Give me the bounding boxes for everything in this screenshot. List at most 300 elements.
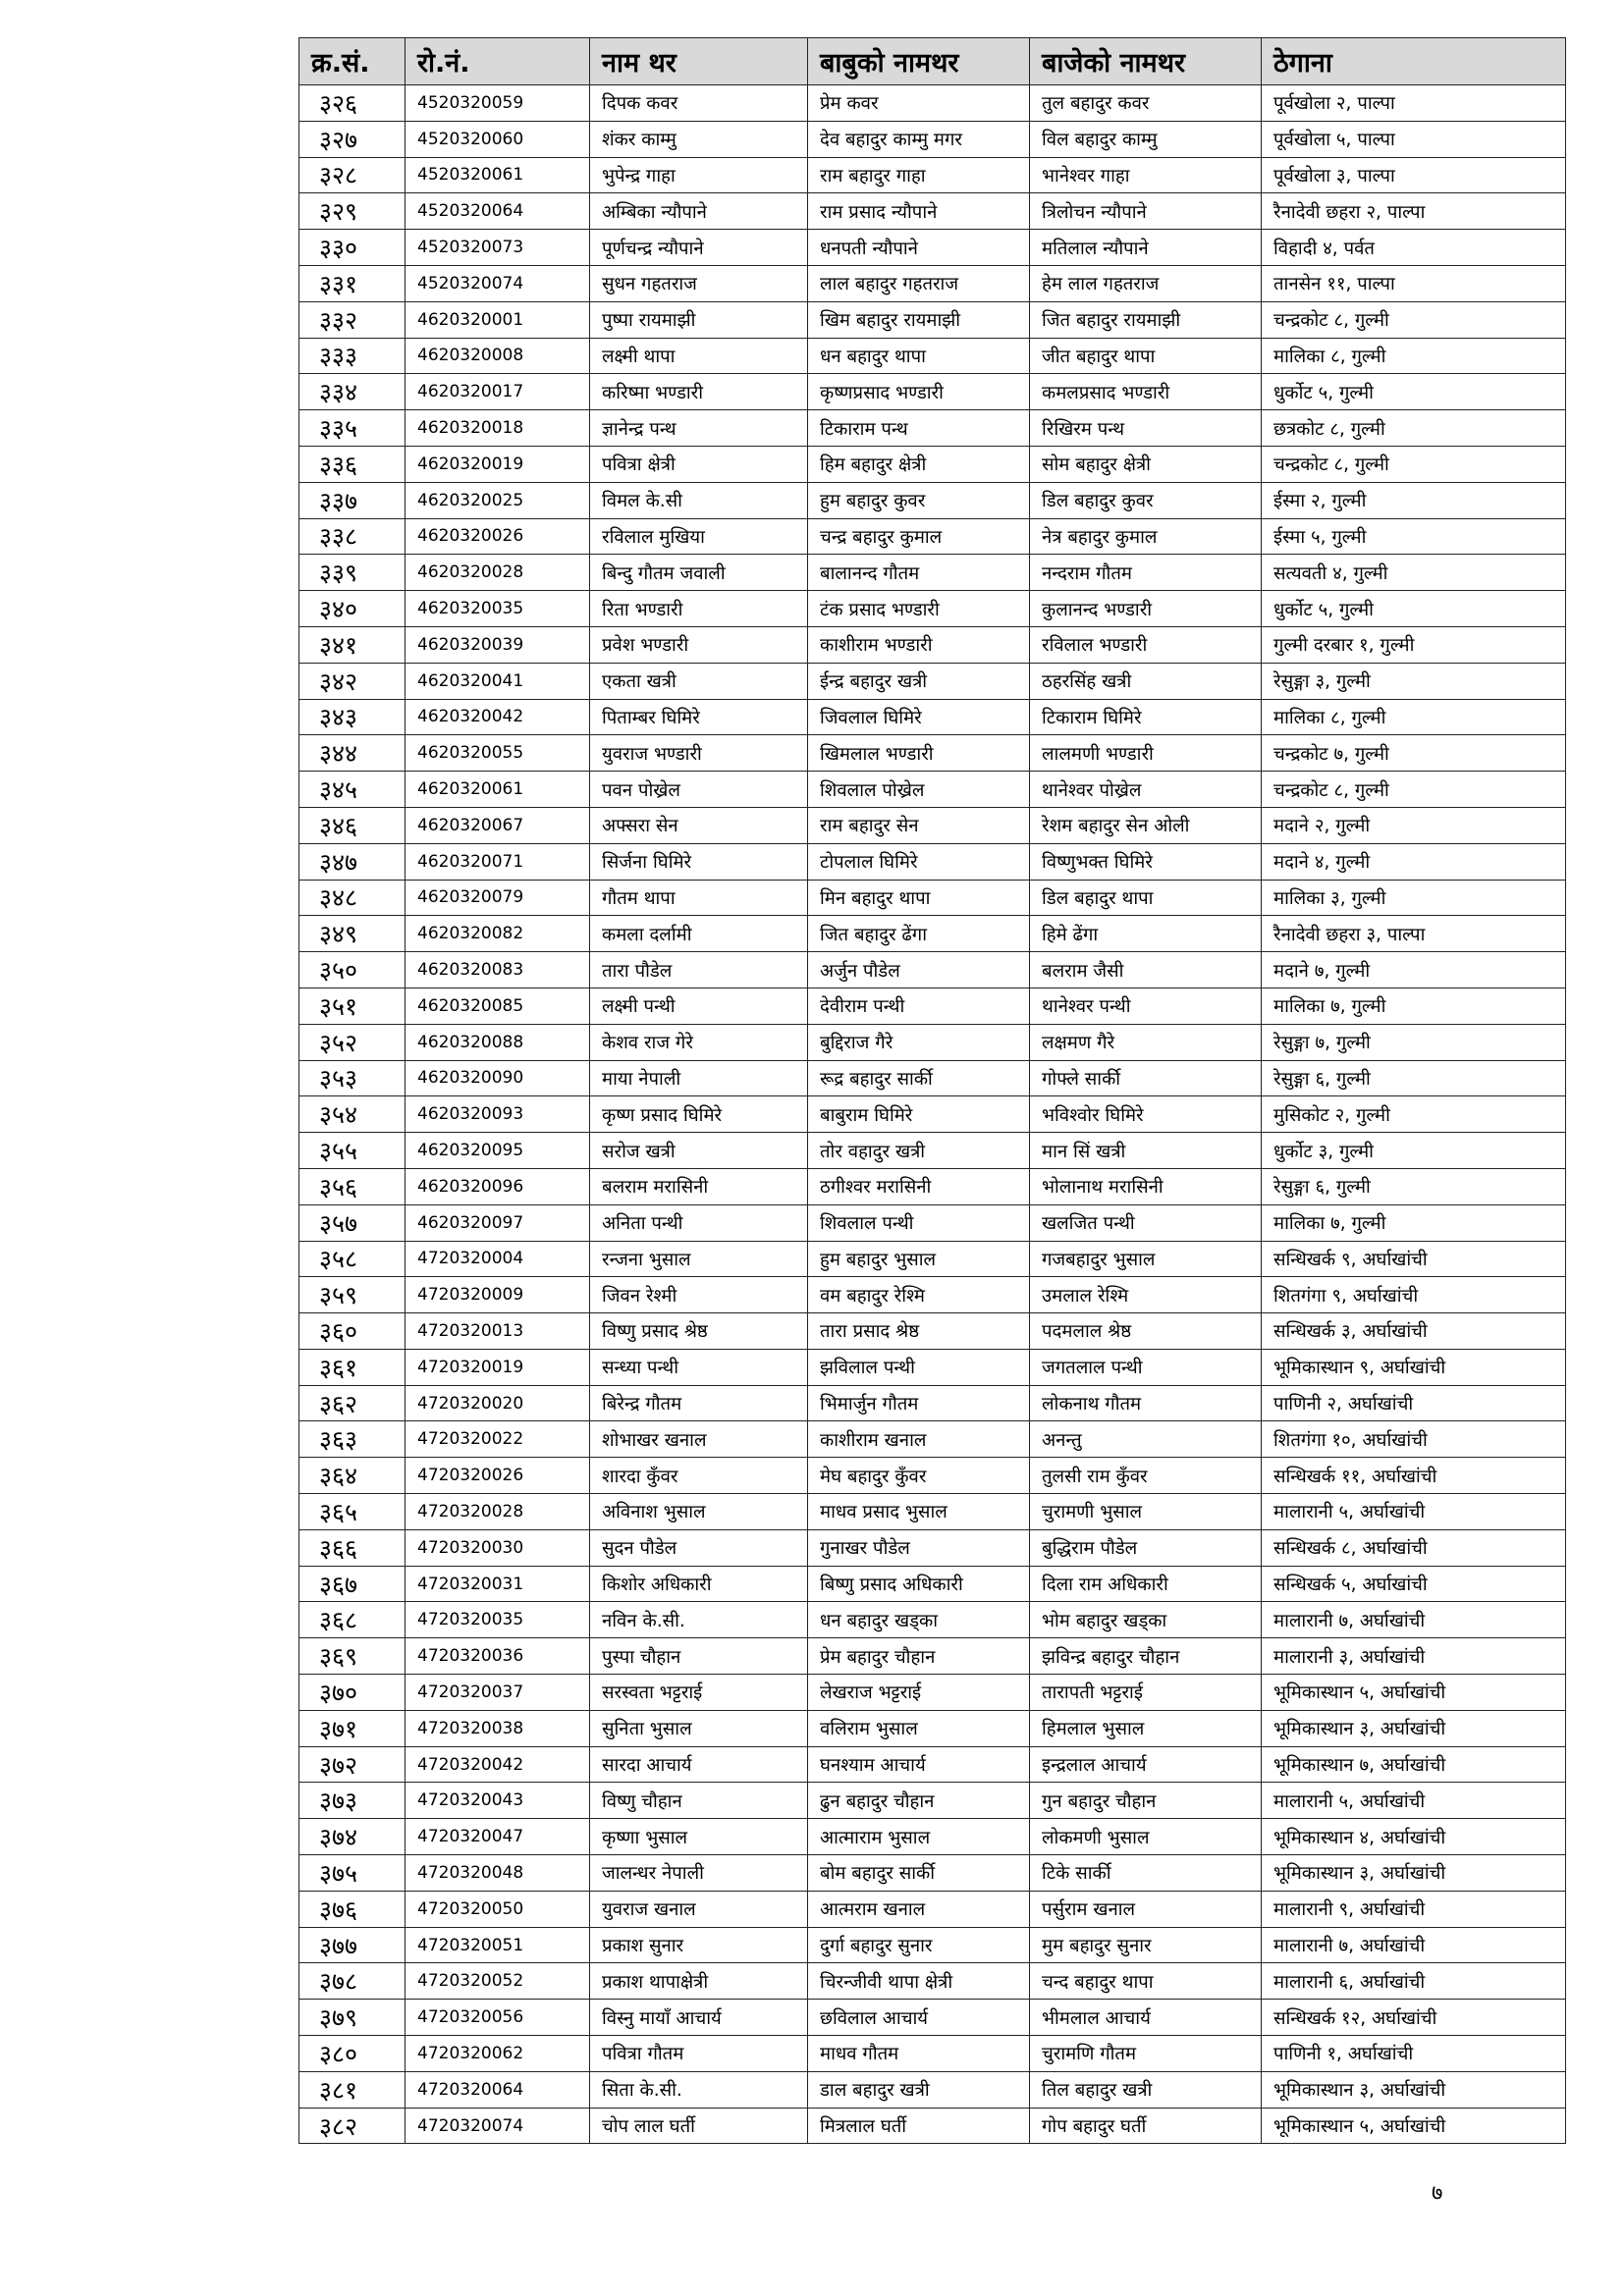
father-name-cell: डाल बहादुर खत्री <box>808 2071 1030 2108</box>
father-name-cell: रूद्र बहादुर सार्की <box>808 1060 1030 1096</box>
roll-number-cell: 4620320096 <box>406 1168 590 1204</box>
table-body <box>299 85 1566 2144</box>
grandfather-name-cell: विष्णुभक्त घिमिरे <box>1030 843 1262 880</box>
address-cell: मालारानी ६, अर्घाखांची <box>1262 1963 1566 2000</box>
grandfather-name-cell: गुन बहादुर चौहान <box>1030 1783 1262 1819</box>
roll-number-cell: 4720320037 <box>406 1675 590 1711</box>
father-name-cell: बिष्णु प्रसाद अधिकारी <box>808 1566 1030 1602</box>
father-name-cell: माधव प्रसाद भुसाल <box>808 1494 1030 1530</box>
grandfather-name-cell: चुरामणि गौतम <box>1030 2036 1262 2072</box>
results-table <box>298 37 1566 2144</box>
table-row <box>299 1494 1566 1530</box>
name-cell: प्रवेश भण्डारी <box>590 626 808 663</box>
address-cell: मालारानी ५, अर्घाखांची <box>1262 1494 1566 1530</box>
father-name-cell: लाल बहादुर गहतराज <box>808 265 1030 301</box>
address-cell: पूर्वखोला २, पाल्पा <box>1262 85 1566 122</box>
table-row <box>299 1710 1566 1746</box>
name-cell: करिष्मा भण्डारी <box>590 374 808 410</box>
results-table-container <box>298 37 1565 2144</box>
serial-number-cell: ३६९ <box>299 1638 406 1675</box>
roll-number-cell: 4620320090 <box>406 1060 590 1096</box>
address-cell: छत्रकोट ८, गुल्मी <box>1262 410 1566 447</box>
roll-number-cell: 4620320018 <box>406 410 590 447</box>
roll-number-cell: 4720320022 <box>406 1421 590 1458</box>
name-cell: कृष्णा भुसाल <box>590 1819 808 1855</box>
roll-number-cell: 4720320013 <box>406 1313 590 1350</box>
father-name-cell: तारा प्रसाद श्रेष्ठ <box>808 1313 1030 1350</box>
table-row <box>299 735 1566 772</box>
grandfather-name-cell: गोफ्ले सार्की <box>1030 1060 1262 1096</box>
name-cell: भुपेन्द्र गाहा <box>590 157 808 193</box>
serial-number-cell: ३४० <box>299 591 406 627</box>
grandfather-name-cell: रिखिरम पन्थ <box>1030 410 1262 447</box>
roll-number-cell: 4620320019 <box>406 446 590 482</box>
header-grandfather-name: बाजेको नामथर <box>1030 38 1262 85</box>
name-cell: जालन्धर नेपाली <box>590 1855 808 1892</box>
serial-number-cell: ३४५ <box>299 772 406 808</box>
grandfather-name-cell: कमलप्रसाद भण्डारी <box>1030 374 1262 410</box>
address-cell: धुर्कोट ३, गुल्मी <box>1262 1133 1566 1169</box>
roll-number-cell: 4720320026 <box>406 1458 590 1494</box>
father-name-cell: वम बहादुर रेश्मि <box>808 1277 1030 1313</box>
serial-number-cell: ३३८ <box>299 518 406 555</box>
serial-number-cell: ३६३ <box>299 1421 406 1458</box>
table-row <box>299 1349 1566 1385</box>
name-cell: विष्णु चौहान <box>590 1783 808 1819</box>
serial-number-cell: ३६४ <box>299 1458 406 1494</box>
grandfather-name-cell: अनन्तु <box>1030 1421 1262 1458</box>
roll-number-cell: 4620320039 <box>406 626 590 663</box>
table-row <box>299 555 1566 591</box>
name-cell: बलराम मरासिनी <box>590 1168 808 1204</box>
father-name-cell: प्रेम कवर <box>808 85 1030 122</box>
father-name-cell: बालानन्द गौतम <box>808 555 1030 591</box>
table-row <box>299 1927 1566 1963</box>
grandfather-name-cell: इन्द्रलाल आचार्य <box>1030 1746 1262 1783</box>
name-cell: सिता के.सी. <box>590 2071 808 2108</box>
roll-number-cell: 4620320088 <box>406 1024 590 1060</box>
grandfather-name-cell: लोकनाथ गौतम <box>1030 1385 1262 1421</box>
address-cell: रेसुङ्गा ६, गुल्मी <box>1262 1168 1566 1204</box>
grandfather-name-cell: पर्सुराम खनाल <box>1030 1891 1262 1927</box>
grandfather-name-cell: उमलाल रेश्मि <box>1030 1277 1262 1313</box>
serial-number-cell: ३३४ <box>299 374 406 410</box>
serial-number-cell: ३७४ <box>299 1819 406 1855</box>
address-cell: चन्द्रकोट ७, गुल्मी <box>1262 735 1566 772</box>
roll-number-cell: 4620320041 <box>406 663 590 699</box>
address-cell: मालारानी ९, अर्घाखांची <box>1262 1891 1566 1927</box>
name-cell: शारदा कुँवर <box>590 1458 808 1494</box>
roll-number-cell: 4620320008 <box>406 338 590 374</box>
name-cell: पवित्रा क्षेत्री <box>590 446 808 482</box>
serial-number-cell: ३३० <box>299 230 406 266</box>
roll-number-cell: 4620320026 <box>406 518 590 555</box>
father-name-cell: धन बहादुर थापा <box>808 338 1030 374</box>
table-row <box>299 880 1566 916</box>
father-name-cell: टंक प्रसाद भण्डारी <box>808 591 1030 627</box>
address-cell: रैनादेवी छहरा २, पाल्पा <box>1262 193 1566 230</box>
serial-number-cell: ३४४ <box>299 735 406 772</box>
roll-number-cell: 4720320020 <box>406 1385 590 1421</box>
father-name-cell: हुम बहादुर भुसाल <box>808 1241 1030 1277</box>
father-name-cell: हिम बहादुर क्षेत्री <box>808 446 1030 482</box>
address-cell: रेसुङ्गा ७, गुल्मी <box>1262 1024 1566 1060</box>
grandfather-name-cell: भानेश्वर गाहा <box>1030 157 1262 193</box>
serial-number-cell: ३३१ <box>299 265 406 301</box>
roll-number-cell: 4620320071 <box>406 843 590 880</box>
father-name-cell: राम बहादुर सेन <box>808 807 1030 843</box>
address-cell: रेसुङ्गा ६, गुल्मी <box>1262 1060 1566 1096</box>
serial-number-cell: ३७३ <box>299 1783 406 1819</box>
grandfather-name-cell: मतिलाल न्यौपाने <box>1030 230 1262 266</box>
father-name-cell: झविलाल पन्थी <box>808 1349 1030 1385</box>
table-row <box>299 301 1566 338</box>
father-name-cell: धनपती न्यौपाने <box>808 230 1030 266</box>
name-cell: चोप लाल घर्ती <box>590 2108 808 2144</box>
name-cell: कमला दर्लामी <box>590 916 808 952</box>
roll-number-cell: 4620320025 <box>406 482 590 518</box>
roll-number-cell: 4720320004 <box>406 1241 590 1277</box>
grandfather-name-cell: तिल बहादुर खत्री <box>1030 2071 1262 2108</box>
roll-number-cell: 4720320035 <box>406 1602 590 1638</box>
serial-number-cell: ३५० <box>299 952 406 988</box>
name-cell: रन्जना भुसाल <box>590 1241 808 1277</box>
serial-number-cell: ३५८ <box>299 1241 406 1277</box>
address-cell: मदाने २, गुल्मी <box>1262 807 1566 843</box>
father-name-cell: बाबुराम घिमिरे <box>808 1096 1030 1133</box>
grandfather-name-cell: तुल बहादुर कवर <box>1030 85 1262 122</box>
table-row <box>299 699 1566 735</box>
name-cell: युवराज खनाल <box>590 1891 808 1927</box>
father-name-cell: ईन्द्र बहादुर खत्री <box>808 663 1030 699</box>
grandfather-name-cell: भोलानाथ मरासिनी <box>1030 1168 1262 1204</box>
father-name-cell: प्रेम बहादुर चौहान <box>808 1638 1030 1675</box>
serial-number-cell: ३४१ <box>299 626 406 663</box>
grandfather-name-cell: गजबहादुर भुसाल <box>1030 1241 1262 1277</box>
roll-number-cell: 4720320009 <box>406 1277 590 1313</box>
address-cell: मदाने ७, गुल्मी <box>1262 952 1566 988</box>
name-cell: गौतम थापा <box>590 880 808 916</box>
serial-number-cell: ३५६ <box>299 1168 406 1204</box>
grandfather-name-cell: रेशम बहादुर सेन ओली <box>1030 807 1262 843</box>
name-cell: रिता भण्डारी <box>590 591 808 627</box>
serial-number-cell: ३४३ <box>299 699 406 735</box>
grandfather-name-cell: लालमणी भण्डारी <box>1030 735 1262 772</box>
table-row <box>299 157 1566 193</box>
serial-number-cell: ३५५ <box>299 1133 406 1169</box>
address-cell: भूमिकास्थान ५, अर्घाखांची <box>1262 1675 1566 1711</box>
table-row <box>299 591 1566 627</box>
father-name-cell: मिन बहादुर थापा <box>808 880 1030 916</box>
name-cell: किशोर अधिकारी <box>590 1566 808 1602</box>
header-father-name: बाबुको नामथर <box>808 38 1030 85</box>
table-row <box>299 518 1566 555</box>
father-name-cell: वलिराम भुसाल <box>808 1710 1030 1746</box>
serial-number-cell: ३३६ <box>299 446 406 482</box>
father-name-cell: खिमलाल भण्डारी <box>808 735 1030 772</box>
table-row <box>299 1458 1566 1494</box>
name-cell: पवित्रा गौतम <box>590 2036 808 2072</box>
grandfather-name-cell: जीत बहादुर थापा <box>1030 338 1262 374</box>
address-cell: चन्द्रकोट ८, गुल्मी <box>1262 446 1566 482</box>
roll-number-cell: 4620320001 <box>406 301 590 338</box>
roll-number-cell: 4620320083 <box>406 952 590 988</box>
serial-number-cell: ३६५ <box>299 1494 406 1530</box>
roll-number-cell: 4720320038 <box>406 1710 590 1746</box>
roll-number-cell: 4620320061 <box>406 772 590 808</box>
table-row <box>299 952 1566 988</box>
roll-number-cell: 4520320060 <box>406 121 590 157</box>
serial-number-cell: ३८० <box>299 2036 406 2072</box>
serial-number-cell: ३६८ <box>299 1602 406 1638</box>
roll-number-cell: 4720320056 <box>406 2000 590 2036</box>
father-name-cell: शिवलाल पोख्रेल <box>808 772 1030 808</box>
grandfather-name-cell: डिल बहादुर थापा <box>1030 880 1262 916</box>
table-row <box>299 374 1566 410</box>
table-row <box>299 2000 1566 2036</box>
name-cell: प्रकाश सुनार <box>590 1927 808 1963</box>
serial-number-cell: ३३७ <box>299 482 406 518</box>
father-name-cell: तोर वहादुर खत्री <box>808 1133 1030 1169</box>
serial-number-cell: ३२६ <box>299 85 406 122</box>
grandfather-name-cell: डिल बहादुर कुवर <box>1030 482 1262 518</box>
father-name-cell: राम प्रसाद न्यौपाने <box>808 193 1030 230</box>
table-row <box>299 1783 1566 1819</box>
serial-number-cell: ३४८ <box>299 880 406 916</box>
grandfather-name-cell: विल बहादुर काम्मु <box>1030 121 1262 157</box>
name-cell: जिवन रेश्मी <box>590 1277 808 1313</box>
father-name-cell: आत्मराम खनाल <box>808 1891 1030 1927</box>
name-cell: विष्णु प्रसाद श्रेष्ठ <box>590 1313 808 1350</box>
father-name-cell: टोपलाल घिमिरे <box>808 843 1030 880</box>
father-name-cell: टिकाराम पन्थ <box>808 410 1030 447</box>
grandfather-name-cell: हिमे ढेंगा <box>1030 916 1262 952</box>
address-cell: मुसिकोट २, गुल्मी <box>1262 1096 1566 1133</box>
address-cell: भूमिकास्थान ४, अर्घाखांची <box>1262 1819 1566 1855</box>
serial-number-cell: ३७५ <box>299 1855 406 1892</box>
address-cell: मालिका ७, गुल्मी <box>1262 988 1566 1024</box>
father-name-cell: माधव गौतम <box>808 2036 1030 2072</box>
roll-number-cell: 4720320051 <box>406 1927 590 1963</box>
grandfather-name-cell: पदमलाल श्रेष्ठ <box>1030 1313 1262 1350</box>
table-row <box>299 1024 1566 1060</box>
name-cell: रविलाल मुखिया <box>590 518 808 555</box>
table-row <box>299 1675 1566 1711</box>
roll-number-cell: 4620320082 <box>406 916 590 952</box>
roll-number-cell: 4720320036 <box>406 1638 590 1675</box>
roll-number-cell: 4720320030 <box>406 1529 590 1566</box>
name-cell: दिपक कवर <box>590 85 808 122</box>
address-cell: मालिका ८, गुल्मी <box>1262 699 1566 735</box>
grandfather-name-cell: भोम बहादुर खड्का <box>1030 1602 1262 1638</box>
table-row <box>299 446 1566 482</box>
father-name-cell: लेखराज भट्टराई <box>808 1675 1030 1711</box>
table-row <box>299 1963 1566 2000</box>
name-cell: सिर्जना घिमिरे <box>590 843 808 880</box>
father-name-cell: राम बहादुर गाहा <box>808 157 1030 193</box>
serial-number-cell: ३५२ <box>299 1024 406 1060</box>
roll-number-cell: 4620320085 <box>406 988 590 1024</box>
father-name-cell: मेघ बहादुर कुँवर <box>808 1458 1030 1494</box>
roll-number-cell: 4620320042 <box>406 699 590 735</box>
roll-number-cell: 4720320048 <box>406 1855 590 1892</box>
father-name-cell: शिवलाल पन्थी <box>808 1204 1030 1241</box>
grandfather-name-cell: जगतलाल पन्थी <box>1030 1349 1262 1385</box>
address-cell: धुर्कोट ५, गुल्मी <box>1262 374 1566 410</box>
serial-number-cell: ३७८ <box>299 1963 406 2000</box>
address-cell: सत्यवती ४, गुल्मी <box>1262 555 1566 591</box>
table-row <box>299 121 1566 157</box>
grandfather-name-cell: तारापती भट्टराई <box>1030 1675 1262 1711</box>
father-name-cell: गुनाखर पौडेल <box>808 1529 1030 1566</box>
table-row <box>299 1096 1566 1133</box>
address-cell: मालारानी ५, अर्घाखांची <box>1262 1783 1566 1819</box>
table-row <box>299 1241 1566 1277</box>
name-cell: नविन के.सी. <box>590 1602 808 1638</box>
serial-number-cell: ३८१ <box>299 2071 406 2108</box>
table-row <box>299 1819 1566 1855</box>
grandfather-name-cell: कुलानन्द भण्डारी <box>1030 591 1262 627</box>
grandfather-name-cell: दिला राम अधिकारी <box>1030 1566 1262 1602</box>
grandfather-name-cell: झविन्द्र बहादुर चौहान <box>1030 1638 1262 1675</box>
father-name-cell: धन बहादुर खड्का <box>808 1602 1030 1638</box>
name-cell: केशव राज गेरे <box>590 1024 808 1060</box>
header-serial-number: क्र.सं. <box>299 38 406 85</box>
serial-number-cell: ३६२ <box>299 1385 406 1421</box>
serial-number-cell: ३७९ <box>299 2000 406 2036</box>
table-row <box>299 1421 1566 1458</box>
page-number: ७ <box>1432 2181 1443 2206</box>
table-row <box>299 1855 1566 1892</box>
father-name-cell: हुम बहादुर कुवर <box>808 482 1030 518</box>
roll-number-cell: 4620320028 <box>406 555 590 591</box>
serial-number-cell: ३२७ <box>299 121 406 157</box>
table-row <box>299 772 1566 808</box>
name-cell: सरोज खत्री <box>590 1133 808 1169</box>
address-cell: सन्धिखर्क ११, अर्घाखांची <box>1262 1458 1566 1494</box>
name-cell: लक्ष्मी थापा <box>590 338 808 374</box>
grandfather-name-cell: लक्षमण गैरे <box>1030 1024 1262 1060</box>
name-cell: माया नेपाली <box>590 1060 808 1096</box>
address-cell: मदाने ४, गुल्मी <box>1262 843 1566 880</box>
serial-number-cell: ३४७ <box>299 843 406 880</box>
table-row <box>299 1133 1566 1169</box>
father-name-cell: ठगीश्वर मरासिनी <box>808 1168 1030 1204</box>
roll-number-cell: 4520320059 <box>406 85 590 122</box>
grandfather-name-cell: जित बहादुर रायमाझी <box>1030 301 1262 338</box>
name-cell: बिरेन्द्र गौतम <box>590 1385 808 1421</box>
table-row <box>299 85 1566 122</box>
table-row <box>299 1746 1566 1783</box>
address-cell: भूमिकास्थान ३, अर्घाखांची <box>1262 1855 1566 1892</box>
table-row <box>299 807 1566 843</box>
address-cell: भूमिकास्थान ३, अर्घाखांची <box>1262 1710 1566 1746</box>
father-name-cell: आत्माराम भुसाल <box>808 1819 1030 1855</box>
grandfather-name-cell: नन्दराम गौतम <box>1030 555 1262 591</box>
grandfather-name-cell: लोकमणी भुसाल <box>1030 1819 1262 1855</box>
serial-number-cell: ३७० <box>299 1675 406 1711</box>
name-cell: विस्नु मायाँ आचार्य <box>590 2000 808 2036</box>
name-cell: ज्ञानेन्द्र पन्थ <box>590 410 808 447</box>
address-cell: रैनादेवी छहरा ३, पाल्पा <box>1262 916 1566 952</box>
father-name-cell: बोम बहादुर सार्की <box>808 1855 1030 1892</box>
address-cell: धुर्कोट ५, गुल्मी <box>1262 591 1566 627</box>
serial-number-cell: ३४९ <box>299 916 406 952</box>
table-row <box>299 1529 1566 1566</box>
grandfather-name-cell: त्रिलोचन न्यौपाने <box>1030 193 1262 230</box>
father-name-cell: चन्द्र बहादुर कुमाल <box>808 518 1030 555</box>
table-row <box>299 230 1566 266</box>
serial-number-cell: ३८२ <box>299 2108 406 2144</box>
name-cell: सारदा आचार्य <box>590 1746 808 1783</box>
address-cell: मालारानी ३, अर्घाखांची <box>1262 1638 1566 1675</box>
father-name-cell: मित्रलाल घर्ती <box>808 2108 1030 2144</box>
serial-number-cell: ३४६ <box>299 807 406 843</box>
address-cell: पूर्वखोला ३, पाल्पा <box>1262 157 1566 193</box>
roll-number-cell: 4720320064 <box>406 2071 590 2108</box>
grandfather-name-cell: टिकाराम घिमिरे <box>1030 699 1262 735</box>
address-cell: तानसेन ११, पाल्पा <box>1262 265 1566 301</box>
grandfather-name-cell: मान सिं खत्री <box>1030 1133 1262 1169</box>
address-cell: शितगंगा ९, अर्घाखांची <box>1262 1277 1566 1313</box>
roll-number-cell: 4720320052 <box>406 1963 590 2000</box>
table-row <box>299 916 1566 952</box>
name-cell: पुष्पा रायमाझी <box>590 301 808 338</box>
name-cell: कृष्ण प्रसाद घिमिरे <box>590 1096 808 1133</box>
table-row <box>299 663 1566 699</box>
roll-number-cell: 4520320074 <box>406 265 590 301</box>
table-row <box>299 1891 1566 1927</box>
name-cell: विमल के.सी <box>590 482 808 518</box>
serial-number-cell: ३६१ <box>299 1349 406 1385</box>
header-address: ठेगाना <box>1262 38 1566 85</box>
father-name-cell: खिम बहादुर रायमाझी <box>808 301 1030 338</box>
father-name-cell: दुर्गा बहादुर सुनार <box>808 1927 1030 1963</box>
father-name-cell: घनश्याम आचार्य <box>808 1746 1030 1783</box>
roll-number-cell: 4720320074 <box>406 2108 590 2144</box>
address-cell: मालिका ८, गुल्मी <box>1262 338 1566 374</box>
grandfather-name-cell: हिमलाल भुसाल <box>1030 1710 1262 1746</box>
serial-number-cell: ३५१ <box>299 988 406 1024</box>
serial-number-cell: ३२८ <box>299 157 406 193</box>
table-row <box>299 1313 1566 1350</box>
serial-number-cell: ३६७ <box>299 1566 406 1602</box>
father-name-cell: काशीराम भण्डारी <box>808 626 1030 663</box>
address-cell: पाणिनी २, अर्घाखांची <box>1262 1385 1566 1421</box>
table-row <box>299 843 1566 880</box>
serial-number-cell: ३३२ <box>299 301 406 338</box>
table-row <box>299 1060 1566 1096</box>
table-row <box>299 1566 1566 1602</box>
serial-number-cell: ३५७ <box>299 1204 406 1241</box>
name-cell: अम्बिका न्यौपाने <box>590 193 808 230</box>
father-name-cell: छविलाल आचार्य <box>808 2000 1030 2036</box>
table-row <box>299 1204 1566 1241</box>
table-row <box>299 2108 1566 2144</box>
serial-number-cell: ३७७ <box>299 1927 406 1963</box>
name-cell: युवराज भण्डारी <box>590 735 808 772</box>
table-row <box>299 2036 1566 2072</box>
address-cell: ईस्मा ५, गुल्मी <box>1262 518 1566 555</box>
father-name-cell: चिरन्जीवी थापा क्षेत्री <box>808 1963 1030 2000</box>
serial-number-cell: ३७६ <box>299 1891 406 1927</box>
father-name-cell: ढुन बहादुर चौहान <box>808 1783 1030 1819</box>
serial-number-cell: ३५३ <box>299 1060 406 1096</box>
table-row <box>299 2071 1566 2108</box>
grandfather-name-cell: चुरामणी भुसाल <box>1030 1494 1262 1530</box>
name-cell: अफ्सरा सेन <box>590 807 808 843</box>
roll-number-cell: 4520320064 <box>406 193 590 230</box>
